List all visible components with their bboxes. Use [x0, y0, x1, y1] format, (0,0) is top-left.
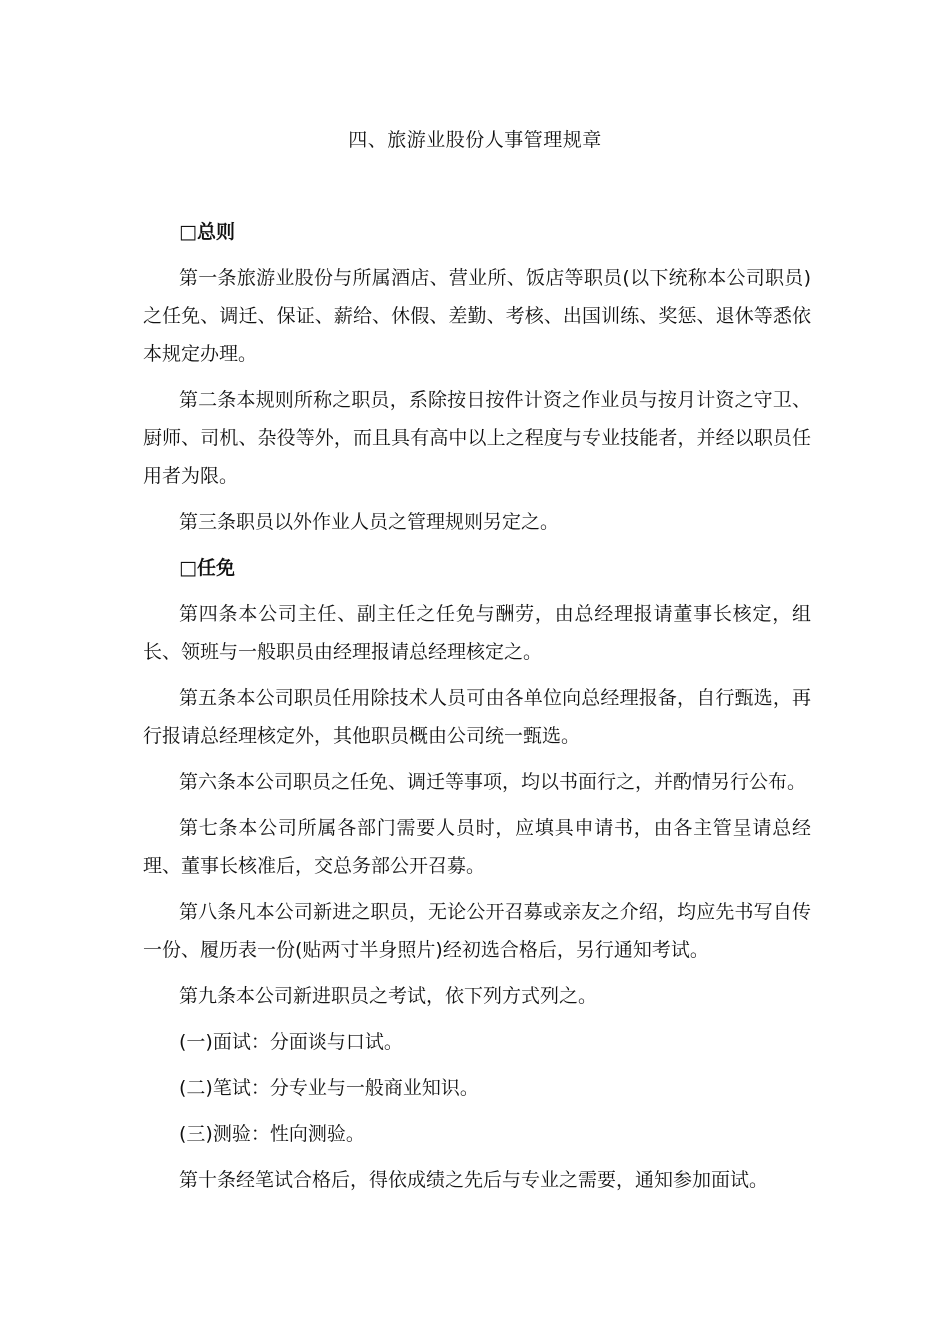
section-heading: □任免 — [179, 557, 235, 579]
document-body — [143, 213, 811, 1199]
article-paragraph: 第八条凡本公司新进之职员，无论公开召募或亲友之介绍，均应先书写自传一份、履历表一份(贴两寸半身照片)经初选合格后，另行通知考试。 — [143, 901, 811, 961]
article-paragraph: 第十条经笔试合格后，得依成绩之先后与专业之需要，通知参加面试。 — [179, 1169, 769, 1191]
article-paragraph: 第二条本规则所称之职员，系除按日按件计资之作业员与按月计资之守卫、厨师、司机、杂役等外，而且具有高中以上之程度与专业技能者，并经以职员任用者为限。 — [143, 389, 811, 487]
article-paragraph: 第一条旅游业股份与所属酒店、营业所、饭店等职员(以下统称本公司职员)之任免、调迁、保证、薪给、休假、差勤、考核、出国训练、奖惩、退休等悉依本规定办理。 — [143, 267, 811, 365]
article-paragraph: 第六条本公司职员之任免、调迁等事项，均以书面行之，并酌情另行公布。 — [179, 771, 807, 793]
article-paragraph: 第三条职员以外作业人员之管理规则另定之。 — [179, 511, 560, 533]
article-paragraph: 第五条本公司职员任用除技术人员可由各单位向总经理报备，自行甄选，再行报请总经理核定外，其他职员概由公司统一甄选。 — [143, 687, 811, 747]
list-item: (一)面试：分面谈与口试。 — [179, 1031, 403, 1053]
section-heading: □总则 — [179, 221, 235, 243]
list-item: (三)测验：性向测验。 — [179, 1123, 365, 1145]
article-paragraph: 第四条本公司主任、副主任之任免与酬劳，由总经理报请董事长核定，组长、领班与一般职员由经理报请总经理核定之。 — [143, 603, 811, 663]
article-paragraph: 第七条本公司所属各部门需要人员时，应填具申请书，由各主管呈请总经理、董事长核准后，交总务部公开召募。 — [143, 817, 811, 877]
article-paragraph: 第九条本公司新进职员之考试，依下列方式列之。 — [179, 985, 598, 1007]
document-title: 四、旅游业股份人事管理规章 — [348, 129, 602, 151]
list-item: (二)笔试：分专业与一般商业知识。 — [179, 1077, 479, 1099]
